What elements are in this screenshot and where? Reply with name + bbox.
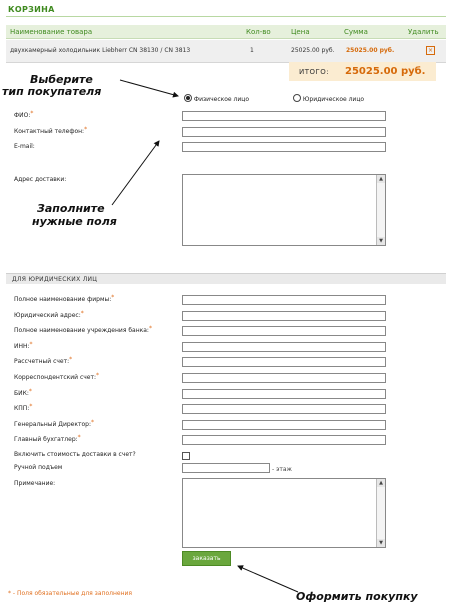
total-label: ИТОГО: <box>299 68 330 76</box>
required-mark: * <box>77 434 81 441</box>
include-delivery-checkbox[interactable] <box>182 452 190 460</box>
cart-title: КОРЗИНА <box>8 5 55 14</box>
item-qty: 1 <box>250 47 254 54</box>
bik-input[interactable] <box>182 389 386 399</box>
scroll-down-icon[interactable]: ▼ <box>377 237 385 245</box>
kpp-input[interactable] <box>182 404 386 414</box>
label-include-delivery: Включить стоимость доставки в счет? <box>14 451 136 458</box>
item-price: 25025.00 руб. <box>291 47 335 54</box>
col-price: Цена <box>291 28 310 36</box>
arrow-to-radio <box>120 80 178 96</box>
required-mark: * <box>30 110 34 117</box>
label-kpp: КПП:* <box>14 403 33 412</box>
label-bik: БИК:* <box>14 388 32 397</box>
full-name-input[interactable] <box>182 295 386 305</box>
hint-choose-type-line1: Выберите <box>30 73 93 86</box>
item-sum: 25025.00 руб. <box>346 47 395 54</box>
radio-individual[interactable] <box>184 94 249 103</box>
required-mark: * <box>84 126 88 133</box>
label-corr-account: Корреспондентский счет:* <box>14 372 99 381</box>
item-name: двухкамерный холодильник Liebherr CN 38130 / CN 3813 <box>10 47 191 54</box>
required-mark: * <box>96 372 99 379</box>
required-mark: * <box>29 403 33 410</box>
col-sum: Сумма <box>344 28 368 36</box>
required-footnote: * - Поля обязательные для заполнения <box>8 590 133 597</box>
required-mark: * <box>28 388 32 395</box>
inn-input[interactable] <box>182 342 386 352</box>
col-delete: Удалить <box>408 28 439 36</box>
corr-account-input[interactable] <box>182 373 386 383</box>
label-accountant: Главный бухгатлер:* <box>14 434 81 443</box>
legal-address-input[interactable] <box>182 311 386 321</box>
scroll-up-icon[interactable]: ▲ <box>377 479 385 487</box>
label-manual-lift: Ручной подъем <box>14 464 63 471</box>
hint-choose-type-line2: тип покупателя <box>2 85 102 98</box>
phone-input[interactable] <box>182 127 386 137</box>
required-mark: * <box>80 310 84 317</box>
hint-fill-line1: Заполните <box>37 202 105 215</box>
legal-section-title: ДЛЯ ЮРИДИЧЕСКИХ ЛИЦ <box>12 276 98 283</box>
label-note: Примечание: <box>14 480 56 487</box>
director-input[interactable] <box>182 420 386 430</box>
floor-suffix: - этаж <box>272 466 292 473</box>
label-full-name: Полное наименование фирмы:* <box>14 294 115 303</box>
note-textarea[interactable] <box>182 478 386 548</box>
label-address: Адрес доставки: <box>14 176 67 183</box>
hint-checkout: Оформить покупку <box>296 590 418 603</box>
scroll-up-icon[interactable]: ▲ <box>377 175 385 183</box>
radio-icon[interactable] <box>293 94 301 102</box>
required-mark: * <box>29 341 33 348</box>
required-mark: * <box>148 325 152 332</box>
hint-fill-line2: нужные поля <box>32 215 117 228</box>
bank-name-input[interactable] <box>182 326 386 336</box>
col-name: Наименование товара <box>10 28 93 36</box>
radio-legal[interactable] <box>293 94 364 103</box>
label-phone: Контактный телефон:* <box>14 126 88 135</box>
required-mark: * <box>111 294 115 301</box>
address-textarea[interactable] <box>182 174 386 246</box>
radio-individual-label: Физическое лицо <box>193 96 249 103</box>
arrow-to-submit <box>238 566 298 592</box>
email-input[interactable] <box>182 142 386 152</box>
account-input[interactable] <box>182 357 386 367</box>
fio-input[interactable] <box>182 111 386 121</box>
scrollbar[interactable] <box>376 175 385 245</box>
label-account: Рассчетный счет:* <box>14 356 73 365</box>
label-bank-name: Полное наименование учреждения банка:* <box>14 325 152 334</box>
radio-icon-selected[interactable] <box>184 94 192 102</box>
required-mark: * <box>91 419 94 426</box>
scroll-down-icon[interactable]: ▼ <box>377 539 385 547</box>
label-email: E-mail: <box>14 143 35 150</box>
label-inn: ИНН:* <box>14 341 33 350</box>
delete-icon[interactable]: × <box>427 47 434 54</box>
accountant-input[interactable] <box>182 435 386 445</box>
label-legal-address: Юридический адрес:* <box>14 310 84 319</box>
arrow-to-fields <box>112 141 159 205</box>
total-value: 25025.00 руб. <box>345 66 426 77</box>
submit-button[interactable]: заказать <box>182 551 231 566</box>
col-qty: Кол-во <box>246 28 271 36</box>
floor-input[interactable] <box>182 463 270 473</box>
radio-legal-label: Юридическое лицо <box>302 96 365 103</box>
scrollbar[interactable] <box>376 479 385 547</box>
label-fio: ФИО:* <box>14 110 34 119</box>
required-mark: * <box>69 356 73 363</box>
label-director: Генеральный Директор:* <box>14 419 94 428</box>
